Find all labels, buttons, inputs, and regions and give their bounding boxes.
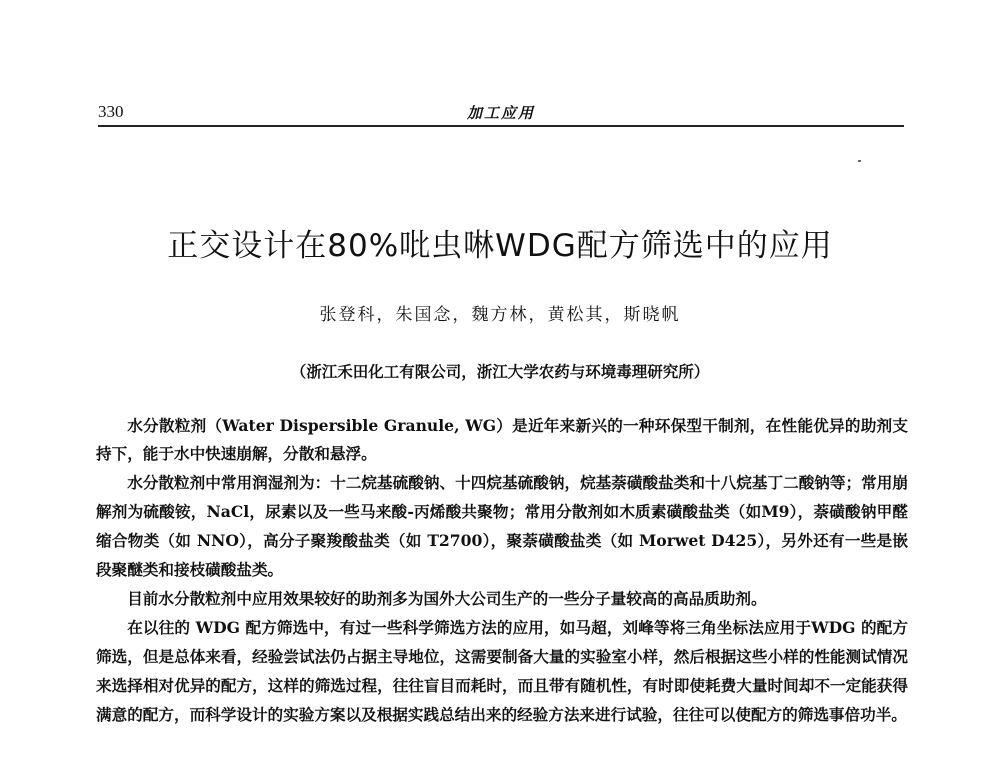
body-paragraph: 在以往的 WDG 配方筛选中，有过一些科学筛选方法的应用，如马超，刘峰等将三角坐标法应用于WDG 的配方筛选，但是总体来看，经验尝试法仍占据主导地位，这需要制备大量的实验室小样，然后根据这些小样的性能测试情况来选择相对优异的配方，这样的筛选过程，往往盲目而耗时，而且带有随机性，有时即使耗费大量时间却不一定能获得满意的配方，而科学设计的实验方案以及根据实践总结出来的经验方法来进行试验，往往可以使配方的筛选事倍功半。 bbox=[96, 618, 908, 724]
scan-speck bbox=[858, 160, 861, 162]
page-number: 330 bbox=[98, 102, 124, 121]
body-paragraph: 目前水分散粒剂中应用效果较好的助剂多为国外大公司生产的一些分子量较高的高品质助剂。 bbox=[127, 589, 767, 608]
running-title: 加工应用 bbox=[466, 104, 535, 122]
body-paragraph: 水分散粒剂（Water Dispersible Granule, WG）是近年来新兴的一种环保型干制剂，在性能优异的助剂支持下，能于水中快速崩解，分散和悬浮。 bbox=[96, 416, 908, 463]
article-body bbox=[96, 412, 908, 729]
article-title: 正交设计在80%吡虫啉WDG配方筛选中的应用 bbox=[167, 228, 833, 264]
body-paragraph: 水分散粒剂中常用润湿剂为：十二烷基硫酸钠、十四烷基硫酸钠，烷基萘磺酸盐类和十八烷基丁二酸钠等；常用崩解剂为硫酸铵，NaCl，尿素以及一些马来酸-丙烯酸共聚物；常用分散剂如木质素磺酸盐类（如M9），萘磺酸钠甲醛缩合物类（如 NNO），高分子聚羧酸盐类（如 T2700），聚萘磺酸盐类（如 Morwet D425），另外还有一些是嵌段聚醚类和接枝磺酸盐类。 bbox=[96, 473, 908, 579]
header-rule bbox=[98, 125, 904, 127]
article-affiliation: （浙江禾田化工有限公司，浙江大学农药与环境毒理研究所） bbox=[290, 362, 710, 381]
article-authors: 张登科，朱国念，魏方林，黄松其，斯晓帆 bbox=[319, 305, 681, 325]
running-header bbox=[98, 102, 904, 124]
